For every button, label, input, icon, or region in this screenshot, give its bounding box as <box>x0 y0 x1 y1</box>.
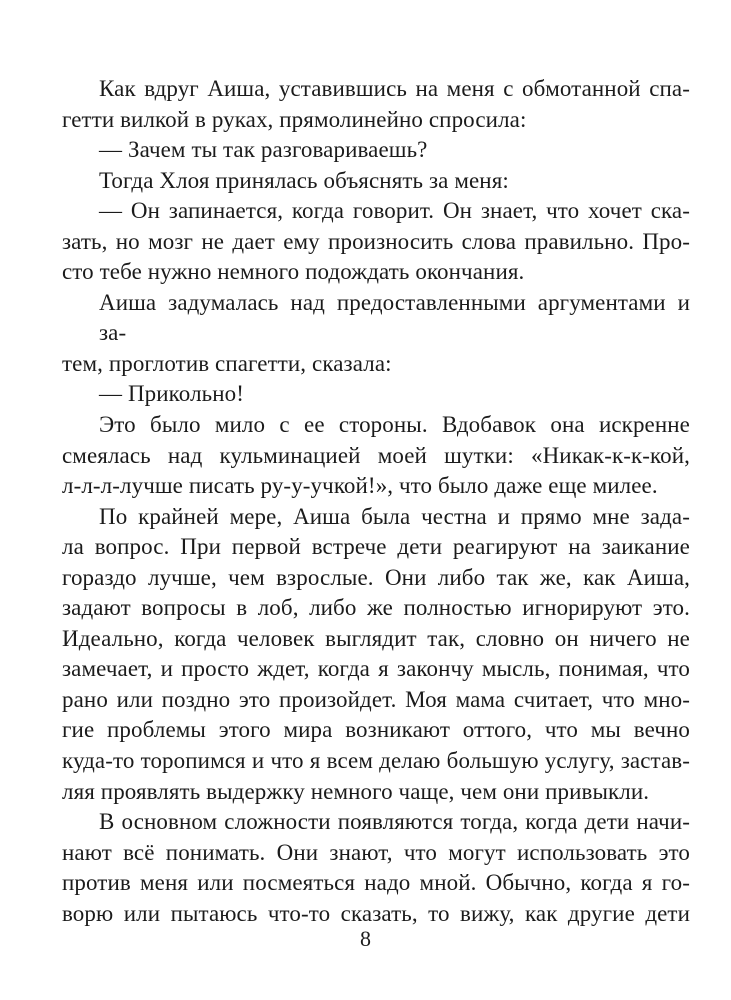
text-line: Тогда Хлоя принялась объяснять за меня: <box>99 167 509 193</box>
paragraph <box>62 166 690 197</box>
text-line: смеялась над кульминацией моей шутки: «Никак-к-к-кой, <box>62 442 690 468</box>
paragraph <box>62 410 690 502</box>
text-line: ла вопрос. При первой встрече дети реагируют на заикание <box>62 534 690 560</box>
text-line: ляя проявлять выдержку немного чаще, чем они привыкли. <box>62 778 650 804</box>
text-line: По крайней мере, Аиша была честна и прямо мне зада- <box>99 503 690 529</box>
text-line: Это было мило с ее стороны. Вдобавок она искренне <box>99 412 690 438</box>
text-line: зать, но мозг не дает ему произносить слова правильно. Про- <box>62 228 690 254</box>
text-line: рано или поздно это произойдет. Моя мама считает, что мно- <box>62 686 690 712</box>
text-line: В основном сложности появляются тогда, когда дети начи- <box>99 809 690 835</box>
text-line: — Он запинается, когда говорит. Он знает, что хочет ска- <box>99 198 690 224</box>
text-line: задают вопросы в лоб, либо же полностью игнорируют это. <box>62 595 690 621</box>
text-line: нают всё понимать. Они знают, что могут использовать это <box>62 839 690 865</box>
text-line: Аиша задумалась над предоставленными аргументами и за- <box>99 289 690 346</box>
text-line: против меня или посмеяться надо мной. Обычно, когда я го- <box>62 870 690 896</box>
text-line: — Зачем ты так разговариваешь? <box>99 137 428 163</box>
text-line: гие проблемы этого мира возникают оттого, что мы вечно <box>62 717 690 743</box>
text-line: гетти вилкой в руках, прямолинейно спросила: <box>62 106 527 132</box>
text-line: тем, проглотив спагетти, сказала: <box>62 350 392 376</box>
paragraph <box>62 288 690 380</box>
paragraph <box>62 74 690 135</box>
text-line: гораздо лучше, чем взрослые. Они либо так же, как Аиша, <box>62 564 690 590</box>
text-line: замечает, и просто ждет, когда я закончу мысль, понимая, что <box>62 656 690 682</box>
text-line: — Прикольно! <box>99 381 245 407</box>
paragraph <box>62 502 690 807</box>
text-line: Как вдруг Аиша, уставившись на меня с обмотанной спа- <box>99 76 690 101</box>
text-line: Идеально, когда человек выглядит так, словно он ничего не <box>62 625 690 651</box>
text-line: сто тебе нужно немного подождать окончания. <box>62 259 525 285</box>
text-line: куда-то торопимся и что я всем делаю большую услугу, застав- <box>62 748 690 774</box>
paragraph <box>62 807 690 929</box>
text-line: л-л-л-лучше писать ру-у-учкой!», что было даже еще милее. <box>62 473 658 499</box>
paragraph-dialogue <box>62 196 690 288</box>
text-block <box>62 74 690 929</box>
paragraph-dialogue <box>62 379 690 410</box>
page-number: 8 <box>360 926 371 951</box>
text-line: ворю или пытаюсь что-то сказать, то вижу, как другие дети <box>62 900 690 926</box>
paragraph-dialogue <box>62 135 690 166</box>
